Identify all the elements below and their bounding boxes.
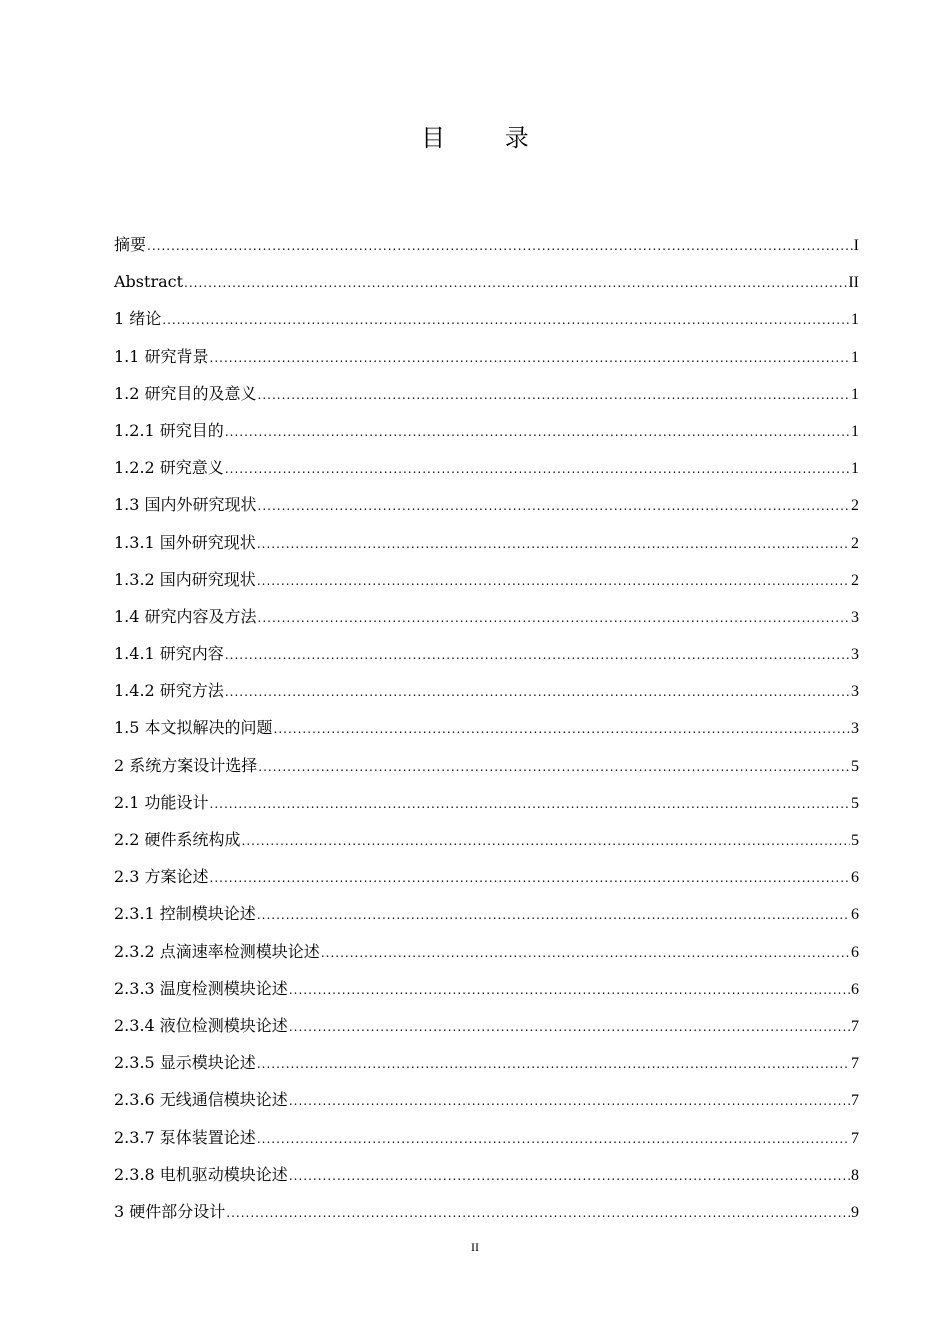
toc-entry[interactable] (114, 449, 859, 486)
toc-entry-title: 2.3.2 点滴速率检测模块论述 (114, 941, 320, 961)
toc-entry[interactable] (114, 672, 859, 709)
toc-entry-page: 3 (851, 646, 859, 664)
toc-entry-title: 1.4.1 研究内容 (114, 644, 224, 664)
toc-entry-page: 7 (851, 1092, 859, 1110)
toc-entry-title: 2.3 方案论述 (114, 867, 209, 887)
toc-entry-page: 1 (851, 311, 859, 329)
toc-entry[interactable] (114, 1119, 859, 1156)
toc-entry-page: 9 (851, 1203, 859, 1221)
toc-dot-leader (258, 488, 850, 525)
toc-entry-title: 2.3.6 无线通信模块论述 (114, 1090, 288, 1110)
toc-entry-page: 6 (851, 980, 859, 998)
toc-entry-title: 3 硬件部分设计 (114, 1201, 226, 1221)
table-of-contents (114, 226, 859, 1230)
toc-dot-leader (225, 674, 850, 711)
toc-dot-leader (289, 1158, 850, 1195)
toc-entry[interactable] (114, 895, 859, 932)
toc-entry-title: 2.3.5 显示模块论述 (114, 1053, 256, 1073)
toc-dot-leader (210, 786, 850, 823)
page-title: 目 录 (421, 124, 555, 152)
toc-entry[interactable] (114, 1156, 859, 1193)
toc-entry-title: 1.2 研究目的及意义 (114, 383, 257, 403)
toc-entry-title: 1.5 本文拟解决的问题 (114, 718, 273, 738)
toc-entry-page: I (853, 237, 859, 254)
toc-entry[interactable] (114, 226, 859, 263)
toc-dot-leader (225, 414, 850, 451)
toc-dot-leader (184, 265, 847, 302)
toc-dot-leader (258, 600, 850, 637)
toc-dot-leader (226, 1195, 850, 1232)
toc-entry-title: 1.3 国内外研究现状 (114, 495, 257, 515)
toc-dot-leader (289, 1009, 850, 1046)
toc-entry-title: 1.3.2 国内研究现状 (114, 569, 256, 589)
toc-entry[interactable] (114, 263, 859, 300)
toc-entry-page: 3 (851, 720, 859, 738)
toc-dot-leader (321, 935, 850, 972)
toc-entry-page: 7 (851, 1129, 859, 1147)
toc-dot-leader (257, 563, 850, 600)
toc-entry[interactable] (114, 412, 859, 449)
toc-dot-leader (258, 377, 850, 414)
toc-entry-page: 3 (851, 683, 859, 701)
toc-entry[interactable] (114, 747, 859, 784)
toc-entry[interactable] (114, 1007, 859, 1044)
toc-entry-title: 2.3.3 温度检测模块论述 (114, 978, 288, 998)
toc-entry[interactable] (114, 709, 859, 746)
toc-entry-title: 1.1 研究背景 (114, 346, 209, 366)
toc-dot-leader (242, 823, 850, 860)
toc-dot-leader (210, 860, 850, 897)
toc-dot-leader (274, 711, 850, 748)
toc-dot-leader (210, 340, 850, 377)
toc-entry-title: 1.4.2 研究方法 (114, 681, 224, 701)
toc-entry[interactable] (114, 486, 859, 523)
toc-entry-page: 3 (851, 608, 859, 626)
toc-entry[interactable] (114, 784, 859, 821)
toc-entry-page: 8 (851, 1166, 859, 1184)
toc-entry[interactable] (114, 1044, 859, 1081)
toc-entry-page: 6 (851, 906, 859, 924)
toc-entry-page: 2 (851, 497, 859, 515)
toc-entry[interactable] (114, 970, 859, 1007)
toc-entry[interactable] (114, 933, 859, 970)
toc-entry-page: 7 (851, 1017, 859, 1035)
toc-entry-title: 2 系统方案设计选择 (114, 755, 258, 775)
toc-entry[interactable] (114, 375, 859, 412)
toc-entry-page: 5 (851, 794, 859, 812)
toc-entry-title: 1.2.2 研究意义 (114, 458, 224, 478)
toc-entry-title: 摘要 (114, 235, 147, 254)
toc-entry-title: 2.1 功能设计 (114, 792, 209, 812)
toc-entry-page: 2 (851, 534, 859, 552)
toc-entry[interactable] (114, 1193, 859, 1230)
toc-entry-title: 2.3.4 液位检测模块论述 (114, 1015, 288, 1035)
toc-entry-page: 1 (851, 460, 859, 478)
toc-entry-page: II (848, 274, 859, 292)
page-footer-number: II (471, 1240, 479, 1254)
toc-dot-leader (289, 972, 850, 1009)
toc-dot-leader (289, 1083, 850, 1120)
toc-entry[interactable] (114, 338, 859, 375)
toc-dot-leader (162, 302, 850, 339)
toc-entry-title: 2.3.7 泵体装置论述 (114, 1127, 256, 1147)
toc-dot-leader (257, 897, 850, 934)
toc-entry-page: 5 (851, 757, 859, 775)
toc-entry-page: 1 (851, 348, 859, 366)
toc-entry-title: 1.3.1 国外研究现状 (114, 532, 256, 552)
toc-dot-leader (147, 228, 853, 265)
toc-entry-page: 1 (851, 385, 859, 403)
toc-entry-title: 1 绪论 (114, 309, 162, 329)
toc-entry-title: 1.4 研究内容及方法 (114, 606, 257, 626)
toc-dot-leader (257, 526, 850, 563)
toc-entry-title: Abstract (114, 272, 184, 292)
toc-entry[interactable] (114, 300, 859, 337)
toc-dot-leader (225, 451, 850, 488)
toc-entry-page: 1 (851, 422, 859, 440)
toc-entry-title: 2.2 硬件系统构成 (114, 830, 241, 849)
toc-entry[interactable] (114, 561, 859, 598)
toc-entry-title: 2.3.8 电机驱动模块论述 (114, 1164, 288, 1184)
toc-entry[interactable] (114, 858, 859, 895)
toc-entry[interactable] (114, 821, 859, 858)
toc-entry[interactable] (114, 1081, 859, 1118)
toc-entry-page: 2 (851, 571, 859, 589)
toc-dot-leader (225, 637, 850, 674)
toc-dot-leader (257, 1121, 850, 1158)
toc-entry-title: 2.3.1 控制模块论述 (114, 904, 256, 924)
toc-entry[interactable] (114, 524, 859, 561)
toc-entry-page: 6 (851, 943, 859, 961)
toc-entry-page: 5 (851, 832, 859, 849)
toc-dot-leader (257, 1046, 850, 1083)
toc-entry-title: 1.2.1 研究目的 (114, 420, 224, 440)
toc-entry-page: 6 (851, 869, 859, 887)
toc-entry-page: 7 (851, 1055, 859, 1073)
toc-entry[interactable] (114, 635, 859, 672)
toc-dot-leader (258, 749, 850, 786)
toc-entry[interactable] (114, 598, 859, 635)
